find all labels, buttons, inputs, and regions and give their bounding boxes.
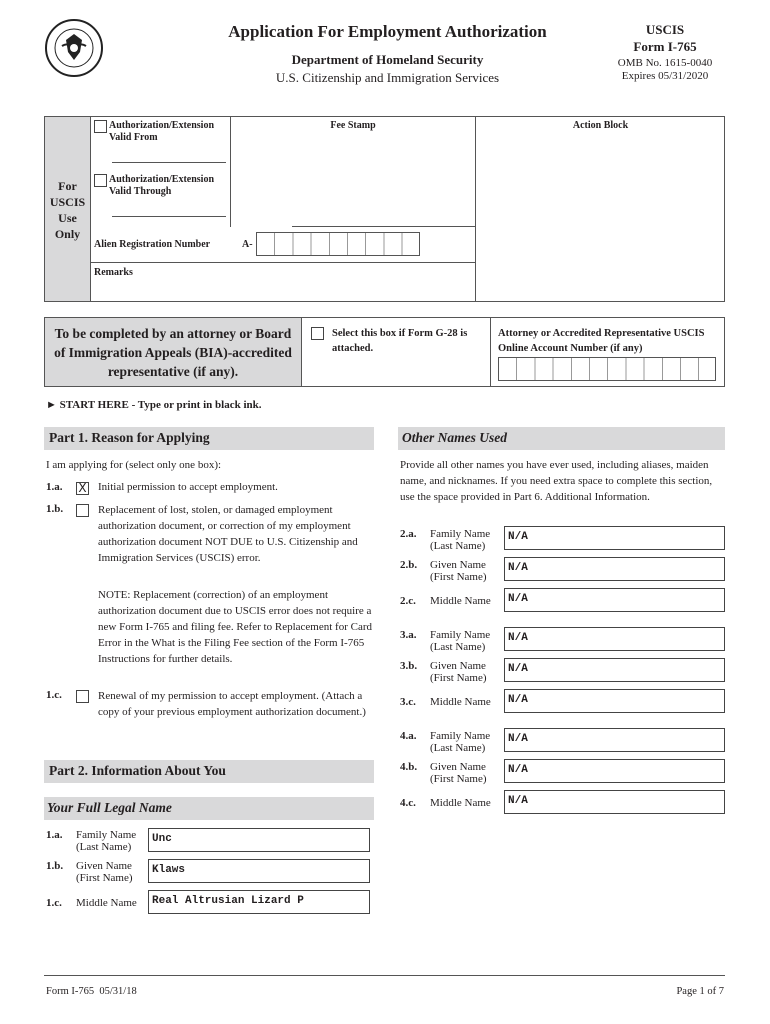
option-1b-text: Replacement of lost, stolen, or damaged employment authorization document, or correction of my employment authorization document NOT DUE to U.S. Citizenship and Immigration Services (USCIS) error. bbox=[98, 504, 358, 564]
o-4c-number: 4.c. bbox=[400, 797, 416, 809]
attorney-divider-1 bbox=[301, 318, 302, 386]
alien-reg-label: Alien Registration Number bbox=[94, 239, 211, 250]
other-middle-name-1-input[interactable]: N/A bbox=[504, 588, 725, 612]
account-number-field[interactable] bbox=[498, 357, 716, 381]
o-3a-label: Family Name (Last Name) bbox=[430, 629, 491, 653]
uscis-label: USCIS bbox=[645, 22, 685, 37]
option-1a-checkbox[interactable]: X bbox=[76, 482, 89, 495]
valid-through-line[interactable] bbox=[112, 216, 226, 217]
footer-form-id: Form I-765 05/31/18 bbox=[46, 986, 137, 997]
department-name: Department of Homeland Security bbox=[291, 52, 484, 67]
given-name-input[interactable]: Klaws bbox=[148, 859, 370, 883]
o-2a-number: 2.a. bbox=[400, 528, 417, 540]
valid-through-checkbox[interactable] bbox=[94, 174, 107, 187]
p2-1c-label: Middle Name bbox=[76, 897, 137, 909]
o-2c-label: Middle Name bbox=[430, 595, 491, 607]
p2-1a-number: 1.a. bbox=[46, 829, 63, 841]
other-given-name-2-input[interactable]: N/A bbox=[504, 658, 725, 682]
o-2c-number: 2.c. bbox=[400, 595, 416, 607]
other-names-intro: Provide all other names you have ever used, including aliases, maiden name, and nicknames. If you need extra space to complete this section, use the space provided in Part 6. Additional Information. bbox=[400, 459, 713, 503]
start-here: ► START HERE - Type or print in black ink. bbox=[46, 399, 262, 411]
option-1b-number: 1.b. bbox=[46, 503, 64, 515]
option-1c-number: 1.c. bbox=[46, 689, 62, 701]
o-2b-number: 2.b. bbox=[400, 559, 418, 571]
option-1c-text: Renewal of my permission to accept employment. (Attach a copy of your previous employment authorization document.) bbox=[98, 690, 366, 718]
replacement-note: NOTE: Replacement (correction) of an employment authorization document due to USCIS error does not require a new Form I-765 and filing fee. Refer to Replacement for Card Error in the What is the Filing Fee section of the Form I-765 Instructions for further details. bbox=[98, 589, 372, 665]
valid-from-label: Authorization/Extension Valid From bbox=[109, 120, 215, 143]
action-block-label: Action Block bbox=[572, 120, 629, 131]
divider-v1 bbox=[90, 117, 91, 301]
other-family-name-2-input[interactable]: N/A bbox=[504, 627, 725, 651]
omb-number: OMB No. 1615-0040 bbox=[617, 57, 713, 69]
option-1a-number: 1.a. bbox=[46, 481, 63, 493]
p2-1c-number: 1.c. bbox=[46, 897, 62, 909]
o-2a-label: Family Name (Last Name) bbox=[430, 528, 491, 552]
a-prefix: A- bbox=[242, 239, 253, 250]
attorney-band-text: To be completed by an attorney or Board of Immigration Appeals (BIA)-accredited representative (if any). bbox=[54, 326, 292, 379]
other-middle-name-2-input[interactable]: N/A bbox=[504, 689, 725, 713]
valid-through-label: Authorization/Extension Valid Through bbox=[109, 174, 215, 197]
other-names-heading: Other Names Used bbox=[402, 430, 507, 445]
p2-1b-number: 1.b. bbox=[46, 860, 64, 872]
o-3a-number: 3.a. bbox=[400, 629, 417, 641]
p2-1a-label: Family Name (Last Name) bbox=[76, 829, 137, 853]
o-4b-number: 4.b. bbox=[400, 761, 418, 773]
fee-stamp-label: Fee Stamp bbox=[330, 120, 376, 131]
other-family-name-1-input[interactable]: N/A bbox=[504, 526, 725, 550]
o-4b-label: Given Name (First Name) bbox=[430, 761, 487, 785]
family-name-input[interactable]: Unc bbox=[148, 828, 370, 852]
attorney-divider-2 bbox=[490, 318, 491, 386]
valid-from-line[interactable] bbox=[112, 162, 226, 163]
footer-rule bbox=[44, 975, 725, 976]
remarks-label: Remarks bbox=[94, 267, 133, 278]
dhs-seal bbox=[44, 18, 104, 78]
agency-name: U.S. Citizenship and Immigration Services bbox=[275, 70, 500, 85]
valid-from-checkbox[interactable] bbox=[94, 120, 107, 133]
legal-name-heading: Your Full Legal Name bbox=[47, 800, 172, 815]
part2-title: Part 2. Information About You bbox=[49, 763, 226, 778]
middle-name-input[interactable]: Real Altrusian Lizard P bbox=[148, 890, 370, 914]
applying-for-label: I am applying for (select only one box): bbox=[46, 459, 222, 471]
o-3b-number: 3.b. bbox=[400, 660, 418, 672]
o-3c-label: Middle Name bbox=[430, 696, 491, 708]
o-3b-label: Given Name (First Name) bbox=[430, 660, 487, 684]
o-3c-number: 3.c. bbox=[400, 696, 416, 708]
o-4c-label: Middle Name bbox=[430, 797, 491, 809]
g28-checkbox[interactable] bbox=[311, 327, 324, 340]
o-4a-number: 4.a. bbox=[400, 730, 417, 742]
alien-number-field[interactable] bbox=[256, 232, 420, 256]
option-1a-text: Initial permission to accept employment. bbox=[98, 481, 278, 493]
fee-stamp-line bbox=[292, 226, 475, 227]
part1-title: Part 1. Reason for Applying bbox=[49, 430, 210, 445]
other-family-name-3-input[interactable]: N/A bbox=[504, 728, 725, 752]
form-number: Form I-765 bbox=[633, 39, 697, 54]
option-1c-checkbox[interactable] bbox=[76, 690, 89, 703]
footer-page-number: Page 1 of 7 bbox=[676, 986, 724, 997]
o-4a-label: Family Name (Last Name) bbox=[430, 730, 491, 754]
option-1b-checkbox[interactable] bbox=[76, 504, 89, 517]
other-given-name-3-input[interactable]: N/A bbox=[504, 759, 725, 783]
divider-v3 bbox=[475, 117, 476, 301]
divider-h1 bbox=[91, 262, 475, 263]
office-side-label: For USCIS Use Only bbox=[49, 179, 86, 241]
divider-v2 bbox=[230, 117, 231, 227]
account-number-label: Attorney or Accredited Representative USCIS Online Account Number (if any) bbox=[498, 328, 705, 354]
g28-label: Select this box if Form G-28 is attached. bbox=[332, 328, 468, 354]
other-given-name-1-input[interactable]: N/A bbox=[504, 557, 725, 581]
form-title: Application For Employment Authorization bbox=[228, 22, 547, 41]
expiration-date: Expires 05/31/2020 bbox=[621, 70, 709, 82]
other-middle-name-3-input[interactable]: N/A bbox=[504, 790, 725, 814]
o-2b-label: Given Name (First Name) bbox=[430, 559, 487, 583]
p2-1b-label: Given Name (First Name) bbox=[76, 860, 133, 884]
